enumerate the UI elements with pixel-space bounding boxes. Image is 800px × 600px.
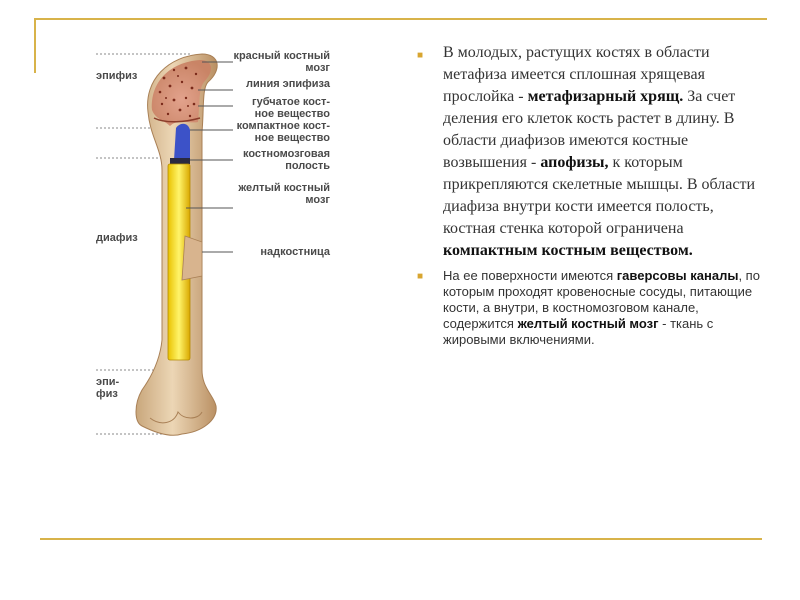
medullary-cavity xyxy=(170,158,190,164)
p1-bold-2: апофизы, xyxy=(540,154,609,171)
p2-bold-2: желтый костный мозг xyxy=(517,316,659,331)
p2-text-1: На ее поверхности имеются xyxy=(443,268,617,283)
bullet-paragraph-1 xyxy=(417,42,762,262)
p1-text-3: к которым прикрепляются скелетные мышцы. В области диафиза внутри кости имеется полость, костная стенка которой ограничена xyxy=(443,154,756,237)
label-compact-bone: компактное кост- ное вещество xyxy=(236,120,330,144)
label-spongy-bone: губчатое кост- ное вещество xyxy=(252,96,330,120)
label-epiphysis-bottom: эпи- физ xyxy=(96,376,120,400)
label-red-marrow: красный костный мозг xyxy=(233,50,330,74)
compact-bone xyxy=(174,124,190,160)
p1-text-1: В молодых, растущих костях в области метафиза имеется сплошная хрящевая прослойка - xyxy=(443,44,710,105)
p2-text-3: - ткань с жировыми включениями. xyxy=(443,316,714,347)
label-periosteum: надкостница xyxy=(260,246,330,258)
text-column xyxy=(417,42,762,348)
top-rule xyxy=(34,18,767,20)
label-medullary-cavity: костномозговая полость xyxy=(242,148,330,172)
label-epiphysis-top: эпифиз xyxy=(96,70,138,82)
bullet-marker: ■ xyxy=(417,50,424,61)
bone-diagram xyxy=(90,40,340,450)
p1-text-2: За счет деления его клеток кость растет в длину. В области диафизов имеются костные возвышения - xyxy=(443,88,736,171)
p2-text-2: , по которым проходят кровеносные сосуды, питающие кости, а внутри, в костномозговом канале, содержится xyxy=(443,268,760,331)
label-epiphyseal-line: линия эпифиза xyxy=(246,78,330,90)
periosteum-flap xyxy=(182,236,202,280)
label-diaphysis: диафиз xyxy=(96,232,138,244)
left-rule xyxy=(34,18,36,73)
label-yellow-marrow: желтый костный мозг xyxy=(238,182,330,206)
bullet-paragraph-2 xyxy=(417,268,762,348)
p2-bold-1: гаверсовы каналы xyxy=(616,268,739,283)
bottom-rule xyxy=(40,538,762,540)
p1-bold-3: компактным костным веществом. xyxy=(443,242,693,259)
p1-bold-1: метафизарный хрящ. xyxy=(527,88,684,105)
bullet-marker: ■ xyxy=(417,271,424,282)
